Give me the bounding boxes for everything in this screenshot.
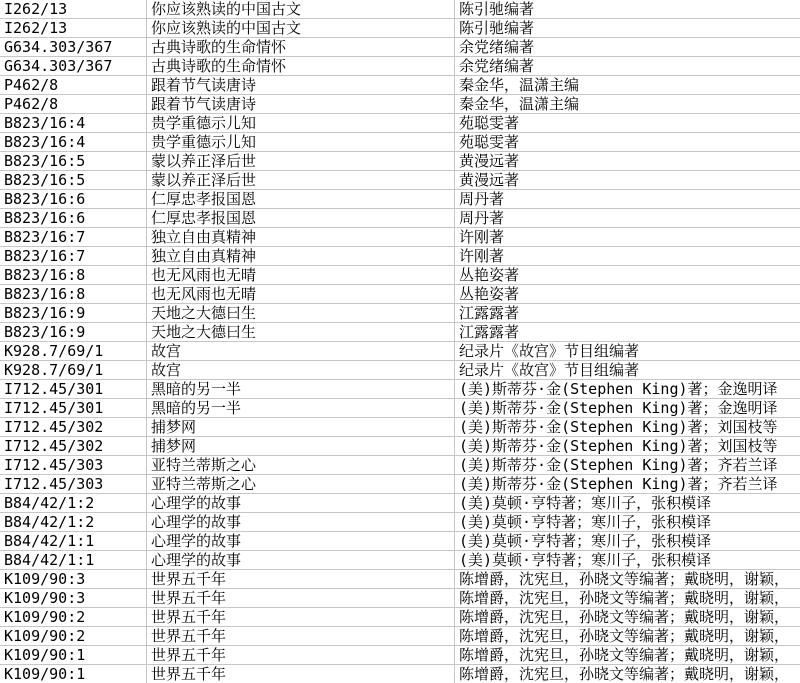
call-number-cell[interactable]: I712.45/302	[0, 418, 147, 436]
table-row	[0, 304, 800, 323]
call-number-cell[interactable]: B823/16:8	[0, 285, 147, 303]
table-row	[0, 589, 800, 608]
table-row	[0, 247, 800, 266]
call-number-cell[interactable]: B823/16:9	[0, 304, 147, 322]
call-number-cell[interactable]: B823/16:4	[0, 133, 147, 151]
title-cell[interactable]: 贵学重德示儿知	[147, 133, 455, 151]
call-number-cell[interactable]: B823/16:5	[0, 171, 147, 189]
call-number-cell[interactable]: I712.45/301	[0, 399, 147, 417]
table-row	[0, 228, 800, 247]
call-number-cell[interactable]: B823/16:8	[0, 266, 147, 284]
table-row	[0, 342, 800, 361]
author-cell[interactable]: 黄漫远著	[459, 152, 520, 170]
call-number-cell[interactable]: P462/8	[0, 95, 147, 113]
call-number-cell[interactable]: K928.7/69/1	[0, 361, 147, 379]
title-cell[interactable]: 心理学的故事	[147, 513, 455, 531]
table-row	[0, 19, 800, 38]
table-row	[0, 551, 800, 570]
table-row	[0, 361, 800, 380]
author-cell[interactable]: 陈引驰编著	[459, 0, 535, 18]
call-number-cell[interactable]: G634.303/367	[0, 38, 147, 56]
call-number-cell[interactable]: I712.45/303	[0, 475, 147, 493]
table-row	[0, 399, 800, 418]
call-number-cell[interactable]: G634.303/367	[0, 57, 147, 75]
title-cell[interactable]: 仁厚忠孝报国恩	[147, 190, 455, 208]
title-cell[interactable]: 世界五千年	[147, 589, 455, 607]
author-cell[interactable]: 苑聪雯著	[459, 114, 520, 132]
author-cell[interactable]: 江露露著	[459, 304, 520, 322]
table-row	[0, 152, 800, 171]
author-cell[interactable]: (美)莫顿·亨特著；寒川子，张积模译	[459, 513, 712, 531]
call-number-cell[interactable]: B84/42/1:2	[0, 513, 147, 531]
author-cell[interactable]: 许刚著	[459, 247, 505, 265]
title-cell[interactable]: 贵学重德示儿知	[147, 114, 455, 132]
call-number-cell[interactable]: K109/90:3	[0, 570, 147, 588]
author-cell[interactable]: 陈增爵，沈宪旦，孙晓文等编著；戴晓明，谢颖，	[459, 589, 790, 607]
title-cell[interactable]: 心理学的故事	[147, 494, 455, 512]
title-cell[interactable]: 古典诗歌的生命情怀	[147, 38, 455, 56]
title-cell[interactable]: 你应该熟读的中国古文	[147, 0, 455, 18]
call-number-cell[interactable]: K109/90:1	[0, 665, 147, 683]
author-cell[interactable]: 纪录片《故宫》节目组编著	[459, 361, 640, 379]
author-cell[interactable]: 陈增爵，沈宪旦，孙晓文等编著；戴晓明，谢颖，	[459, 627, 790, 645]
table-row	[0, 95, 800, 114]
author-cell[interactable]: (美)莫顿·亨特著；寒川子，张积模译	[459, 551, 712, 569]
title-cell[interactable]: 世界五千年	[147, 627, 455, 645]
author-cell[interactable]: (美)斯蒂芬·金(Stephen King)著；齐若兰译	[459, 475, 778, 493]
author-cell[interactable]: (美)莫顿·亨特著；寒川子，张积模译	[459, 532, 712, 550]
title-cell[interactable]: 世界五千年	[147, 570, 455, 588]
title-cell[interactable]: 世界五千年	[147, 665, 455, 683]
table-row	[0, 171, 800, 190]
title-cell[interactable]: 跟着节气读唐诗	[147, 95, 455, 113]
title-cell[interactable]: 捕梦网	[147, 418, 455, 436]
table-row	[0, 437, 800, 456]
title-cell[interactable]: 古典诗歌的生命情怀	[147, 57, 455, 75]
call-number-cell[interactable]: I262/13	[0, 0, 147, 18]
table-row	[0, 494, 800, 513]
title-cell[interactable]: 世界五千年	[147, 608, 455, 626]
table-row	[0, 133, 800, 152]
title-cell[interactable]: 亚特兰蒂斯之心	[147, 456, 455, 474]
title-cell[interactable]: 你应该熟读的中国古文	[147, 19, 455, 37]
call-number-cell[interactable]: P462/8	[0, 76, 147, 94]
table-row	[0, 190, 800, 209]
table-row	[0, 513, 800, 532]
author-cell[interactable]: 陈增爵，沈宪旦，孙晓文等编著；戴晓明，谢颖，	[459, 608, 790, 626]
call-number-cell[interactable]: B84/42/1:2	[0, 494, 147, 512]
author-cell[interactable]: 黄漫远著	[459, 171, 520, 189]
author-cell[interactable]: 秦金华，温潇主编	[459, 95, 580, 113]
table-row	[0, 285, 800, 304]
title-cell[interactable]: 天地之大德曰生	[147, 323, 455, 341]
table-row	[0, 475, 800, 494]
author-cell[interactable]: 纪录片《故宫》节目组编著	[459, 342, 640, 360]
call-number-cell[interactable]: K109/90:2	[0, 608, 147, 626]
title-cell[interactable]: 蒙以养正泽后世	[147, 171, 455, 189]
author-cell[interactable]: 江露露著	[459, 323, 520, 341]
author-cell[interactable]: 丛艳姿著	[459, 285, 520, 303]
table-row	[0, 532, 800, 551]
call-number-cell[interactable]: I712.45/302	[0, 437, 147, 455]
author-cell[interactable]: 陈增爵，沈宪旦，孙晓文等编著；戴晓明，谢颖，	[459, 570, 790, 588]
call-number-cell[interactable]: I262/13	[0, 19, 147, 37]
author-cell[interactable]: 陈增爵，沈宪旦，孙晓文等编著；戴晓明，谢颖，	[459, 646, 790, 664]
title-cell[interactable]: 跟着节气读唐诗	[147, 76, 455, 94]
title-cell[interactable]: 亚特兰蒂斯之心	[147, 475, 455, 493]
table-row	[0, 57, 800, 76]
call-number-cell[interactable]: B84/42/1:1	[0, 551, 147, 569]
author-cell[interactable]: 周丹著	[459, 190, 505, 208]
call-number-cell[interactable]: K109/90:1	[0, 646, 147, 664]
title-cell[interactable]: 心理学的故事	[147, 551, 455, 569]
table-row	[0, 266, 800, 285]
title-cell[interactable]: 也无风雨也无晴	[147, 266, 455, 284]
table-row	[0, 608, 800, 627]
table-row	[0, 38, 800, 57]
table-row	[0, 76, 800, 95]
table-row	[0, 323, 800, 342]
title-cell[interactable]: 黑暗的另一半	[147, 399, 455, 417]
table-row	[0, 209, 800, 228]
title-cell[interactable]: 捕梦网	[147, 437, 455, 455]
author-cell[interactable]: (美)莫顿·亨特著；寒川子，张积模译	[459, 494, 712, 512]
title-cell[interactable]: 故宫	[147, 361, 455, 379]
table-row	[0, 380, 800, 399]
call-number-cell[interactable]: B84/42/1:1	[0, 532, 147, 550]
call-number-cell[interactable]: I712.45/301	[0, 380, 147, 398]
title-cell[interactable]: 心理学的故事	[147, 532, 455, 550]
author-cell[interactable]: 丛艳姿著	[459, 266, 520, 284]
author-cell[interactable]: 苑聪雯著	[459, 133, 520, 151]
author-cell[interactable]: 陈增爵，沈宪旦，孙晓文等编著；戴晓明，谢颖，	[459, 665, 790, 683]
title-cell[interactable]: 故宫	[147, 342, 455, 360]
call-number-cell[interactable]: B823/16:9	[0, 323, 147, 341]
title-cell[interactable]: 独立自由真精神	[147, 228, 455, 246]
title-cell[interactable]: 世界五千年	[147, 646, 455, 664]
call-number-cell[interactable]: B823/16:6	[0, 209, 147, 227]
call-number-cell[interactable]: B823/16:7	[0, 247, 147, 265]
author-cell[interactable]: (美)斯蒂芬·金(Stephen King)著；刘国枝等	[459, 418, 778, 436]
author-cell[interactable]: 陈引驰编著	[459, 19, 535, 37]
title-cell[interactable]: 天地之大德曰生	[147, 304, 455, 322]
author-cell[interactable]: 秦金华，温潇主编	[459, 76, 580, 94]
title-cell[interactable]: 仁厚忠孝报国恩	[147, 209, 455, 227]
call-number-cell[interactable]: K109/90:3	[0, 589, 147, 607]
title-cell[interactable]: 黑暗的另一半	[147, 380, 455, 398]
call-number-cell[interactable]: B823/16:4	[0, 114, 147, 132]
table-row	[0, 665, 800, 683]
call-number-cell[interactable]: K109/90:2	[0, 627, 147, 645]
author-cell[interactable]: 周丹著	[459, 209, 505, 227]
title-cell[interactable]: 独立自由真精神	[147, 247, 455, 265]
table-row	[0, 646, 800, 665]
author-cell[interactable]: (美)斯蒂芬·金(Stephen King)著；齐若兰译	[459, 456, 778, 474]
call-number-cell[interactable]: B823/16:7	[0, 228, 147, 246]
call-number-cell[interactable]: B823/16:5	[0, 152, 147, 170]
table-row	[0, 0, 800, 19]
call-number-cell[interactable]: B823/16:6	[0, 190, 147, 208]
author-cell[interactable]: 许刚著	[459, 228, 505, 246]
author-cell[interactable]: (美)斯蒂芬·金(Stephen King)著；金逸明译	[459, 399, 778, 417]
table-row	[0, 627, 800, 646]
author-cell[interactable]: 余党绪编著	[459, 38, 535, 56]
author-cell[interactable]: 余党绪编著	[459, 57, 535, 75]
call-number-cell[interactable]: K928.7/69/1	[0, 342, 147, 360]
table-row	[0, 114, 800, 133]
table-row	[0, 456, 800, 475]
table-row	[0, 418, 800, 437]
title-cell[interactable]: 蒙以养正泽后世	[147, 152, 455, 170]
table-row	[0, 570, 800, 589]
author-cell[interactable]: (美)斯蒂芬·金(Stephen King)著；金逸明译	[459, 380, 778, 398]
call-number-cell[interactable]: I712.45/303	[0, 456, 147, 474]
title-cell[interactable]: 也无风雨也无晴	[147, 285, 455, 303]
author-cell[interactable]: (美)斯蒂芬·金(Stephen King)著；刘国枝等	[459, 437, 778, 455]
